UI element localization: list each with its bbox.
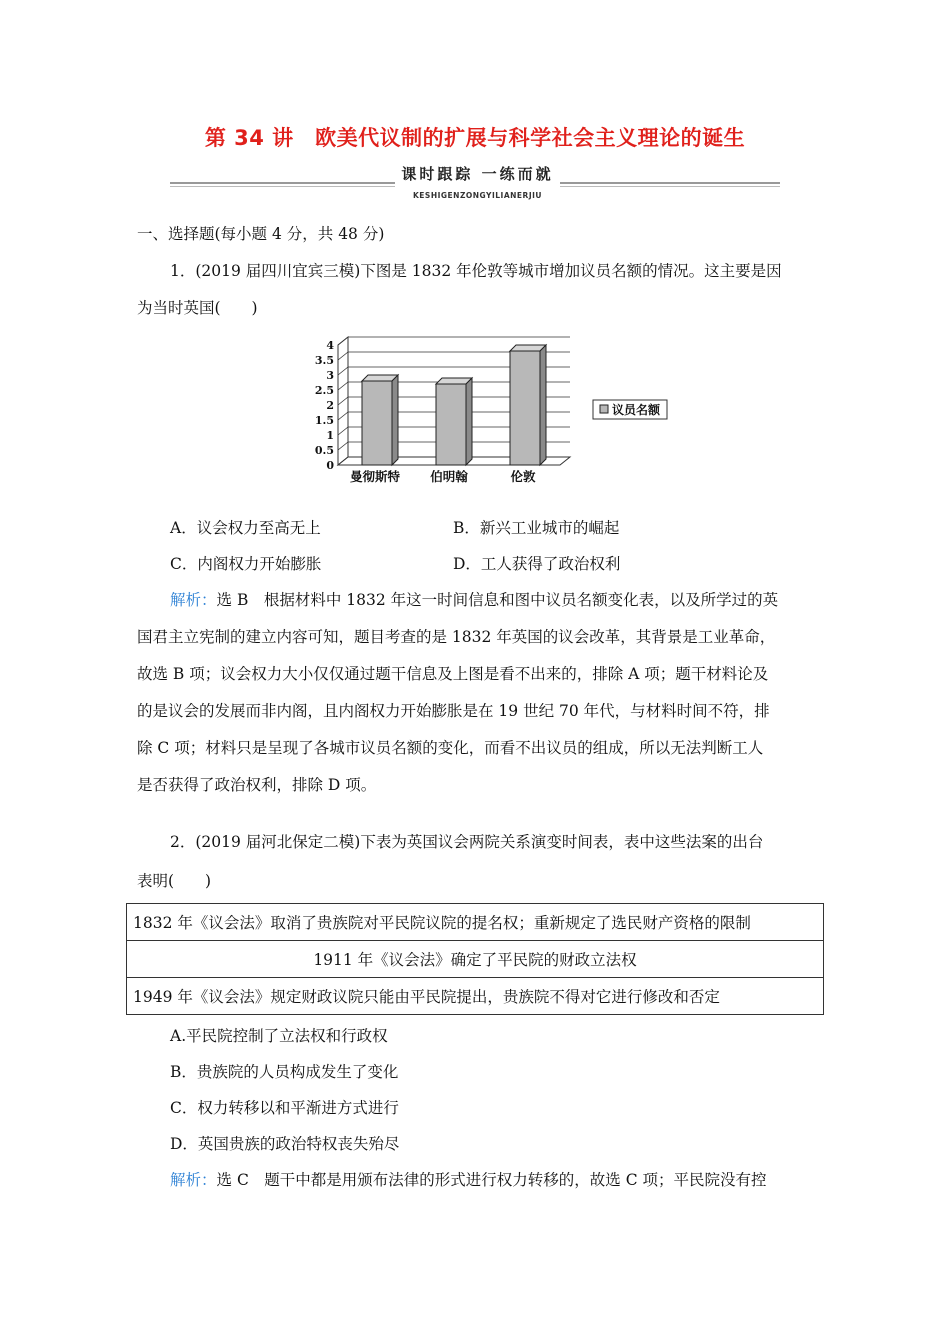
q1-analysis-label: 解析： bbox=[170, 591, 217, 609]
q2-stem-line2: 表明( ) bbox=[137, 872, 212, 890]
table-cell: 1832 年《议会法》取消了贵族院对平民院议院的提名权；重新规定了选民财产资格的限制 bbox=[127, 904, 824, 941]
table-row bbox=[127, 941, 824, 978]
q2-analysis-text: 选 C 题干中都是用颁布法律的形式进行权力转移的，故选 C 项；平民院没有控 bbox=[216, 1171, 767, 1189]
q1-analysis-line5: 是否获得了政治权利，排除 D 项。 bbox=[137, 776, 377, 794]
x-tick-label: 伯明翰 bbox=[430, 469, 468, 484]
bar-side bbox=[540, 345, 546, 465]
x-tick-label: 伦敦 bbox=[510, 469, 536, 484]
banner-box bbox=[395, 162, 560, 188]
y-tick-label: 0 bbox=[326, 459, 334, 472]
q2-stem-line1: 2．(2019 届河北保定二模)下表为英国议会两院关系演变时间表，表中这些法案的出台 bbox=[170, 833, 764, 851]
q2-analysis-label: 解析： bbox=[170, 1171, 217, 1189]
q1-analysis-line0 bbox=[170, 589, 778, 611]
q1-option-d: D．工人获得了政治权利 bbox=[453, 555, 621, 573]
bar-side bbox=[392, 375, 398, 465]
banner-pinyin: KESHIGENZONGYILIANERJIU bbox=[413, 191, 542, 200]
legend-label: 议员名额 bbox=[612, 403, 661, 417]
section-heading: 一、选择题(每小题 4 分，共 48 分) bbox=[137, 225, 385, 243]
q2-option-b: B．贵族院的人员构成发生了变化 bbox=[170, 1063, 399, 1081]
y-tick-label: 4 bbox=[326, 339, 334, 352]
q1-option-a: A．议会权力至高无上 bbox=[170, 519, 321, 537]
y-tick-label: 3 bbox=[326, 369, 334, 382]
q1-analysis-line2: 故选 B 项；议会权力大小仅仅通过题干信息及上图是看不出来的，排除 A 项；题干材料论及 bbox=[137, 665, 769, 683]
page-title: 第 34 讲 欧美代议制的扩展与科学社会主义理论的诞生 bbox=[204, 126, 746, 150]
q1-analysis-line3: 的是议会的发展而非内阁，且内阁权力开始膨胀是在 19 世纪 70 年代，与材料时间不符，排 bbox=[137, 702, 770, 720]
table-row bbox=[127, 978, 824, 1015]
q1-option-c: C．内阁权力开始膨胀 bbox=[170, 555, 322, 573]
q2-option-d: D．英国贵族的政治特权丧失殆尽 bbox=[170, 1135, 400, 1153]
bar bbox=[510, 351, 540, 465]
q1-analysis-line4: 除 C 项；材料只是呈现了各城市议员名额的变化，而看不出议员的组成，所以无法判断工人 bbox=[137, 739, 764, 757]
x-tick-label: 曼彻斯特 bbox=[349, 469, 401, 484]
q2-analysis bbox=[170, 1169, 767, 1191]
q1-analysis-line1: 国君主立宪制的建立内容可知，题目考查的是 1832 年英国的议会改革，其背景是工业革命， bbox=[137, 628, 776, 646]
table-row bbox=[127, 904, 824, 941]
y-tick-label: 2 bbox=[326, 399, 334, 412]
law-table bbox=[126, 903, 824, 1015]
bar bbox=[436, 384, 466, 465]
table-cell: 1911 年《议会法》确定了平民院的财政立法权 bbox=[127, 941, 824, 978]
q1-stem-line1: 1．(2019 届四川宜宾三模)下图是 1832 年伦敦等城市增加议员名额的情况。这主要是因 bbox=[170, 262, 782, 280]
banner-title: 课时跟踪 一练而就 bbox=[401, 165, 554, 183]
bar bbox=[362, 381, 392, 465]
y-tick-label: 2.5 bbox=[314, 384, 334, 397]
bar-side bbox=[466, 378, 472, 465]
y-tick-label: 1.5 bbox=[314, 414, 334, 427]
q1-stem-line2: 为当时英国( ) bbox=[137, 299, 258, 317]
table-cell: 1949 年《议会法》规定财政议院只能由平民院提出，贵族院不得对它进行修改和否定 bbox=[127, 978, 824, 1015]
q1-option-b: B．新兴工业城市的崛起 bbox=[453, 519, 620, 537]
q1-analysis-text: 选 B 根据材料中 1832 年这一时间信息和图中议员名额变化表，以及所学过的英 bbox=[216, 591, 779, 609]
y-tick-label: 0.5 bbox=[314, 444, 334, 457]
q2-option-c: C．权力转移以和平渐进方式进行 bbox=[170, 1099, 399, 1117]
bar-chart bbox=[310, 335, 670, 490]
q2-option-a: A.平民院控制了立法权和行政权 bbox=[170, 1027, 388, 1045]
y-tick-label: 1 bbox=[326, 429, 334, 442]
y-tick-label: 3.5 bbox=[314, 354, 334, 367]
legend-swatch bbox=[600, 405, 608, 413]
section-banner bbox=[170, 162, 780, 198]
